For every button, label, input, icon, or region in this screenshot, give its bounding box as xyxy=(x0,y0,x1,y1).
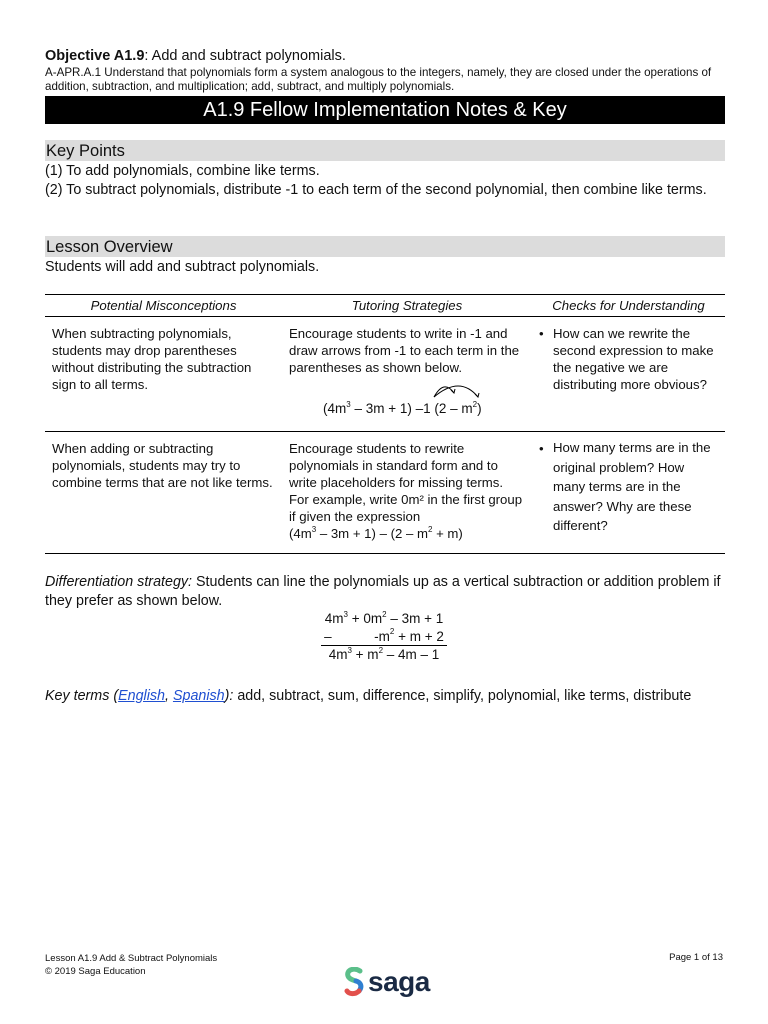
key-terms xyxy=(45,688,691,704)
differentiation-text: Students can line the polynomials up as a vertical subtraction or addition problem if they prefer as shown below. xyxy=(45,574,721,609)
distribute-arrows-icon xyxy=(430,379,490,401)
page-title: A1.9 Fellow Implementation Notes & Key xyxy=(45,96,725,124)
table-row xyxy=(45,432,725,554)
key-terms-spanish-link[interactable]: Spanish xyxy=(172,688,225,704)
footer-left xyxy=(45,952,217,978)
standard-form-expression: $(4m^3 - 3m + 1) - (2 - m^2 + m)$ xyxy=(289,524,463,541)
objective-line xyxy=(45,48,346,64)
vertical-subtraction xyxy=(321,610,447,664)
strategy-cell xyxy=(282,317,532,432)
bullet-icon: • xyxy=(539,441,544,456)
saga-logo-text: saga xyxy=(368,966,430,997)
key-terms-label-open: Key terms ( xyxy=(45,688,119,704)
table-header-row xyxy=(45,295,725,317)
key-points-heading: Key Points xyxy=(45,140,725,161)
strategy-text: Encourage students to write in -1 and draw arrows from -1 to each term in the parentheses as shown below. xyxy=(289,326,520,375)
vertical-line-2: – $-m^2 + m + 2$ xyxy=(321,628,447,647)
misconception-cell: When subtracting polynomials, students may drop parentheses without distributing the subtraction sign to all terms. xyxy=(45,317,282,432)
misconception-cell: When adding or subtracting polynomials, students may try to combine terms that are not like terms. xyxy=(45,432,282,554)
key-terms-label-close: ): xyxy=(224,688,234,704)
check-cell xyxy=(532,317,725,432)
distribute-expression: $(4m^3 - 3m + 1)$ –1 $(2 - m^2)$ xyxy=(323,399,482,416)
key-terms-sep: , xyxy=(165,688,173,704)
lesson-overview-text: Students will add and subtract polynomials. xyxy=(45,259,320,275)
footer-lesson: Lesson A1.9 Add & Subtract Polynomials xyxy=(45,953,218,964)
bullet-icon: • xyxy=(539,326,544,341)
header-strategies: Tutoring Strategies xyxy=(282,295,532,317)
key-terms-english-link[interactable]: English xyxy=(118,688,165,704)
vertical-line-1: $4m^3 + 0m^2 - 3m + 1$ xyxy=(324,609,444,626)
saga-logo xyxy=(344,966,430,998)
strategy-cell xyxy=(282,432,532,554)
page-number: Page 1 of 13 xyxy=(669,952,723,963)
saga-logo-icon xyxy=(344,967,364,997)
lesson-overview-heading: Lesson Overview xyxy=(45,236,725,257)
key-point-2: (2) To subtract polynomials, distribute -1 to each term of the second polynomial, then combine like terms. xyxy=(45,182,707,198)
vertical-result: $4m^3 + m^2 - 4m - 1$ xyxy=(328,645,440,662)
check-text: How many terms are in the original problem? How many terms are in the answer? Why are these different? xyxy=(553,440,711,533)
header-checks: Checks for Understanding xyxy=(532,295,725,317)
strategy-text: Encourage students to rewrite polynomials in standard form and to write placeholders for missing terms. For example, write 0m² in the first group if given the expression xyxy=(289,441,523,524)
differentiation-label: Differentiation strategy: xyxy=(45,574,193,590)
objective-label: Objective A1.9 xyxy=(45,48,145,64)
header-misconceptions: Potential Misconceptions xyxy=(45,295,282,317)
key-point-1: (1) To add polynomials, combine like terms. xyxy=(45,163,320,179)
check-text: How can we rewrite the second expression to make the negative we are distributing more obvious? xyxy=(553,326,714,392)
table-row xyxy=(45,317,725,432)
check-cell xyxy=(532,432,725,554)
key-terms-text: add, subtract, sum, difference, simplify, polynomial, like terms, distribute xyxy=(233,688,692,704)
standard-text: A-APR.A.1 Understand that polynomials form a system analogous to the integers, namely, they are closed under the operations of addition, subtraction, and multiplication; add, subtract, and multiply polynomials. xyxy=(45,66,712,93)
footer-copyright: © 2019 Saga Education xyxy=(45,966,146,977)
differentiation-strategy xyxy=(45,573,725,611)
objective-text: : Add and subtract polynomials. xyxy=(144,48,346,64)
strategies-table xyxy=(45,294,725,554)
